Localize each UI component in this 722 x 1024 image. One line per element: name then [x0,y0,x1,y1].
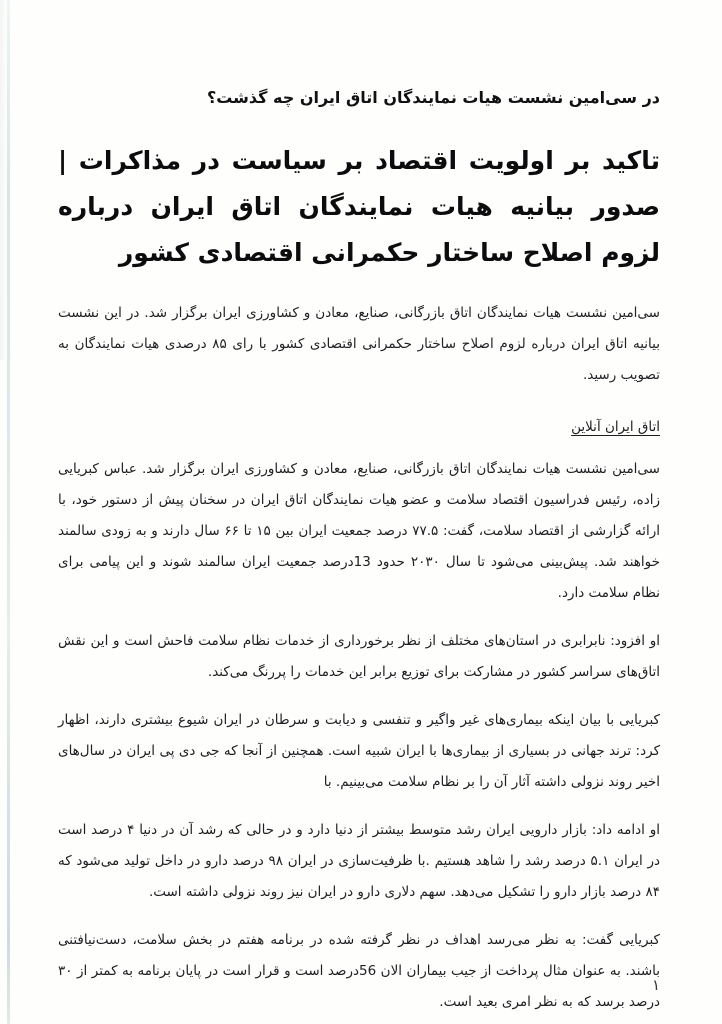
article-headline: تاکید بر اولویت اقتصاد بر سیاست در مذاکرات | صدور بیانیه هیات نمایندگان اتاق ایران درباره لزوم اصلاح ساختار حکمرانی اقتصادی کشور [58,146,660,267]
article-body [58,0,660,1018]
article-paragraph: او ادامه داد: بازار دارویی ایران رشد متوسط بیشتر از دنیا دارد و در حالی که رشد آن در دنیا ۴ درصد است در ایران ۵.۱ درصد رشد را شاهد هستیم .با ظرفیت‌سازی در ایران ۹۸ درصد دارو در داخل تولید می‌شود که ۸۴ درصد بازار دارو را تشکیل می‌دهد. سهم دلاری دارو در ایران نیز روند نزولی داشته است. [58,822,661,900]
scan-shadow-artifact [0,0,7,360]
scan-line-artifact [7,0,10,1024]
article-source-line [58,417,660,437]
article-paragraph: او افزود: نابرابری در استان‌های مختلف از نظر برخورداری از خدمات نظام سلامت فاحش است و این نقش اتاق‌های سراسر کشور در مشارکت برای توزیع برابر این خدمات را پررنگ می‌کند. [58,633,660,680]
article-paragraph: کبریایی با بیان اینکه بیماری‌های غیر واگیر و تنفسی و دیابت و سرطان در ایران شیوع بیشتری دارند، اظهار کرد: ترند جهانی در بسیاری از بیماری‌ها با ایران شبیه است. همچنین از آنجا که جی دی پی ایران در سال‌های اخیر روند نزولی داشته آثار آن را بر نظام سلامت می‌بینیم. با [58,712,660,790]
article-paragraph: سی‌امین نشست هیات نمایندگان اتاق بازرگانی، صنایع، معادن و کشاورزی ایران برگزار شد. عباس کبریایی زاده، رئیس فدراسیون اقتصاد سلامت و عضو هیات نمایندگان اتاق ایران در سخنان پیش از دستور خود، با ارائه گزارشی از اقتصاد سلامت، گفت: ۷۷.۵ درصد جمعیت ایران بین ۱۵ تا ۶۶ سال دارند و به زودی سالمند خواهند شد. پیش‌بینی می‌شود تا سال ۲۰۳۰ حدود 13درصد جمعیت ایران سالمند شوند و این پیامی برای نظام سلامت دارد. [58,461,661,601]
article-paragraph: کبریایی گفت: به نظر می‌رسد اهداف در نظر گرفته شده در برنامه هفتم در بخش سلامت، دست‌نیافتنی باشند. به عنوان مثال پرداخت از جیب بیماران الان 56درصد است و قرار است در پایان برنامه به کمتر از ۳۰ درصد برسد که به نظر امری بعید است. [58,932,660,1010]
article-kicker: در سی‌امین نشست هیات نمایندگان اتاق ایران چه گذشت؟ [206,88,660,107]
source-name: اتاق ایران آنلاین [571,419,660,435]
page-number: ۱ [651,976,660,994]
article-lead-paragraph: سی‌امین نشست هیات نمایندگان اتاق بازرگانی، صنایع، معادن و کشاورزی ایران برگزار شد. در این نشست بیانیه اتاق ایران درباره لزوم اصلاح ساختار حکمرانی اقتصادی کشور با رای ۸۵ درصدی هیات نمایندگان به تصویب رسید. [58,305,660,383]
